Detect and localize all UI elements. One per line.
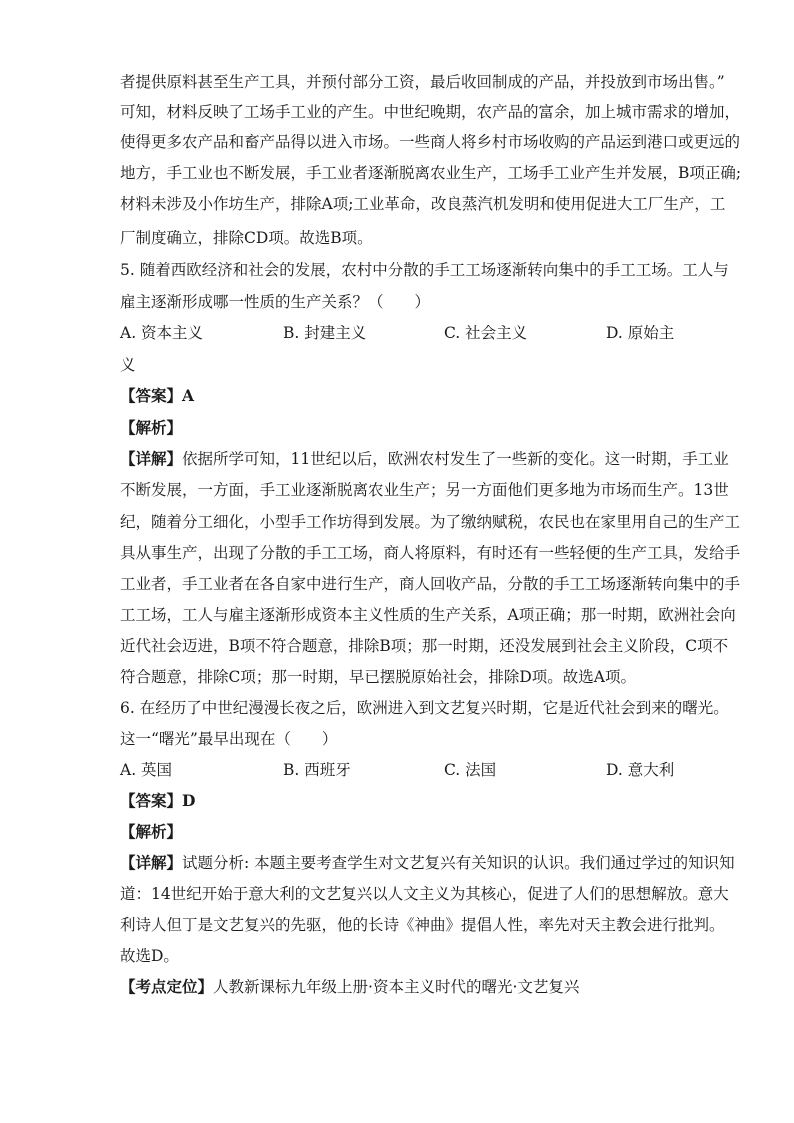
q6-option-d: D. 意大利 bbox=[606, 761, 675, 779]
passage-line-3: 使得更多农产品和畜产品得以进入市场。一些商人将乡村市场收购的产品运到港口或更远的 bbox=[120, 133, 741, 151]
q5-answer: 【答案】A bbox=[120, 386, 195, 405]
q5-option-a: A. 资本主义 bbox=[120, 324, 204, 342]
q6-answer: 【答案】D bbox=[120, 791, 196, 810]
passage-line-5: 材料未涉及小作坊生产，排除A项;工业革命，改良蒸汽机发明和使用促进大工厂生产，工 bbox=[120, 195, 726, 213]
q6-detail-text-1: 试题分析: 本题主要考查学生对文艺复兴有关知识的认识。我们通过学过的知识知 bbox=[182, 854, 735, 872]
q5-detail-line-1 bbox=[120, 449, 729, 469]
q5-detail-line-3: 纪，随着分工细化，小型手工作坊得到发展。为了缴纳赋税，农民也在家里用自己的生产工 bbox=[120, 513, 741, 531]
q5-option-d: D. 原始主 bbox=[606, 324, 675, 342]
q6-option-c: C. 法国 bbox=[444, 761, 497, 779]
q5-analysis-label: 【解析】 bbox=[120, 418, 183, 437]
q5-option-d-wrap: 义 bbox=[120, 356, 136, 374]
q6-detail-line-2: 道：14世纪开始于意大利的文艺复兴以人文主义为其核心，促进了人们的思想解放。意大 bbox=[120, 885, 729, 903]
q5-option-b: B. 封建主义 bbox=[283, 324, 367, 342]
q5-detail-line-5: 工业者，手工业者在各自家中进行生产，商人回收产品，分散的手工工场逐渐转向集中的手 bbox=[120, 575, 741, 593]
q5-detail-line-4: 具从事生产，出现了分散的手工工场，商人将原料，有时还有一些轻便的生产工具，发给手 bbox=[120, 544, 741, 562]
q6-point-label: 【考点定位】 bbox=[120, 977, 214, 996]
q5-detail-line-6: 工工场，工人与雇主逐渐形成资本主义性质的生产关系，A项正确；那一时期，欧洲社会向 bbox=[120, 606, 736, 624]
q6-analysis-label: 【解析】 bbox=[120, 822, 183, 841]
q5-detail-label: 【详解】 bbox=[120, 449, 183, 468]
passage-line-4: 地方，手工业也不断发展，手工业者逐渐脱离农业生产，工场手工业产生并发展，B项正确; bbox=[120, 164, 742, 182]
q6-option-b: B. 西班牙 bbox=[283, 761, 351, 779]
q6-point-text: 人教新课标九年级上册·资本主义时代的曙光·文艺复兴 bbox=[213, 978, 580, 996]
passage-line-6: 厂制度确立，排除CD项。故选B项。 bbox=[120, 229, 373, 247]
q5-detail-line-2: 不断发展，一方面，手工业逐渐脱离农业生产；另一方面他们更多地为市场而生产。13世 bbox=[120, 481, 729, 499]
q6-point-line bbox=[120, 977, 579, 997]
q6-detail-label: 【详解】 bbox=[120, 853, 183, 872]
q6-stem-line-2: 这一“曙光”最早出现在（ ） bbox=[120, 730, 338, 748]
q5-stem-line-2: 雇主逐渐形成哪一性质的生产关系？（ ） bbox=[120, 293, 431, 311]
q5-option-c: C. 社会主义 bbox=[444, 324, 528, 342]
q5-detail-text-1: 依据所学可知，11世纪以后，欧洲农村发生了一些新的变化。这一时期，手工业 bbox=[182, 450, 729, 468]
passage-line-2: 可知，材料反映了工场手工业的产生。中世纪晚期，农产品的富余，加上城市需求的增加， bbox=[120, 103, 741, 121]
q5-detail-line-7: 近代社会迈进，B项不符合题意，排除B项；那一时期，还没发展到社会主义阶段，C项不 bbox=[120, 637, 729, 655]
passage-line-1: 者提供原料甚至生产工具，并预付部分工资，最后收回制成的产品，并投放到市场出售。” bbox=[120, 73, 725, 91]
q6-detail-line-3: 利诗人但丁是文艺复兴的先驱，他的长诗《神曲》提倡人性，率先对天主教会进行批判。 bbox=[120, 916, 725, 934]
q6-detail-line-1 bbox=[120, 853, 735, 873]
q5-stem-line-1: 5. 随着西欧经济和社会的发展，农村中分散的手工工场逐渐转向集中的手工工场。工人与 bbox=[120, 261, 729, 279]
q6-stem-line-1: 6. 在经历了中世纪漫漫长夜之后，欧洲进入到文艺复兴时期，它是近代社会到来的曙光。 bbox=[120, 699, 729, 717]
q5-detail-line-8: 符合题意，排除C项；那一时期，早已摆脱原始社会，排除D项。故选A项。 bbox=[120, 668, 636, 686]
q6-option-a: A. 英国 bbox=[120, 761, 173, 779]
q6-detail-line-4: 故选D。 bbox=[120, 947, 179, 965]
